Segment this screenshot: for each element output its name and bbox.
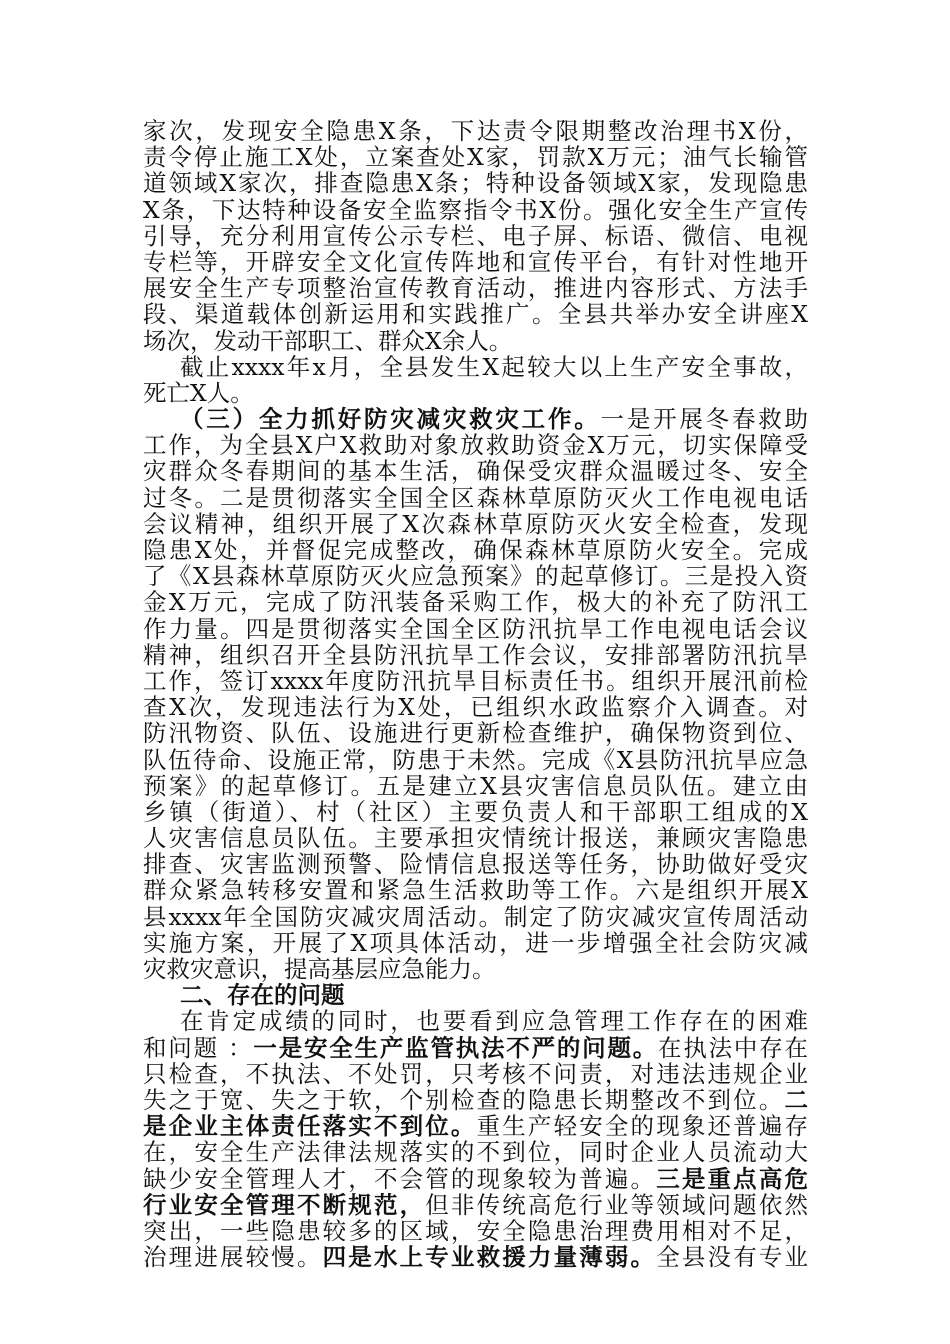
- text-line: [143, 1139, 808, 1165]
- text-line: [143, 249, 808, 275]
- text-segment: 失之于宽、失之于软，个别检查的隐患长期整改不到位。: [143, 1085, 785, 1114]
- text-segment: 隐患X处，并督促完成整改，确保森林草原防火安全。完成: [143, 536, 808, 564]
- text-segment: 实施方案，开展了X项具体活动，进一步增强全社会防灾减: [143, 928, 808, 957]
- text-segment: 在执法中存在: [658, 1033, 808, 1062]
- text-segment: 金X万元，完成了防汛装备采购工作，极大的补充了防汛工: [143, 588, 808, 617]
- section-heading: [143, 982, 808, 1008]
- text-segment: 重生产轻安全的现象还普遍存: [476, 1112, 809, 1141]
- text-segment: 道领域X家次，排查隐患X条；特种设备领域X家，发现隐患: [143, 169, 808, 198]
- text-line: [143, 380, 808, 406]
- text-line: [143, 223, 808, 249]
- text-segment: 突出，一些隐患较多的区域，安全隐患治理费用相对不足，: [143, 1216, 808, 1245]
- text-line: [143, 747, 808, 773]
- document-body: [143, 118, 808, 1270]
- text-line: [143, 877, 808, 903]
- text-segment: 缺少安全管理人才，不会管的现象较为普遍。: [143, 1164, 657, 1193]
- text-segment: 作力量。四是贯彻落实全国全区防汛抗旱工作电视电话会议: [143, 614, 808, 643]
- text-line: [143, 930, 808, 956]
- text-line: [143, 275, 808, 301]
- text-line: [143, 485, 808, 511]
- text-segment: 全县没有专业: [656, 1243, 809, 1272]
- heading-text: 二、存在的问题: [180, 981, 345, 1010]
- text-line: [143, 354, 808, 380]
- text-segment: 县xxxx年全国防灾减灾周活动。制定了防灾减灾宣传周活动: [143, 902, 808, 931]
- text-segment: 家次，发现安全隐患X条，下达责令限期整改治理书X份，: [143, 117, 808, 145]
- text-line: [143, 1113, 808, 1139]
- text-segment: 了《X县森林草原防灭火应急预案》的起草修订。三是投入资: [143, 562, 808, 591]
- text-segment: 责令停止施工X处，立案查处X家，罚款X万元；油气长输管: [143, 143, 808, 172]
- text-segment: 会议精神，组织开展了X次森林草原防灭火安全检查，发现: [143, 509, 808, 538]
- text-line: [143, 1218, 808, 1244]
- text-segment: X条，下达特种设备安全监察指令书X份。强化安全生产宣传: [143, 195, 808, 224]
- text-line: [143, 799, 808, 825]
- text-line: [143, 197, 808, 223]
- text-segment: 但非传统高危行业等领域问题依然: [425, 1190, 809, 1219]
- text-segment: 段、渠道载体创新运用和实践推广。全县共举办安全讲座X: [143, 300, 808, 329]
- bold-text: 是企业主体责任落实不到位。: [143, 1112, 477, 1141]
- text-line: [143, 1035, 808, 1061]
- text-segment: 工作，签订xxxx年度防汛抗旱目标责任书。组织开展汛前检: [143, 666, 808, 695]
- text-line: [143, 1244, 808, 1270]
- text-line: [143, 118, 808, 144]
- text-segment: 截止xxxx年x月，全县发生X起较大以上生产安全事故，: [180, 352, 808, 381]
- text-line: [143, 144, 808, 170]
- text-line: [143, 458, 808, 484]
- text-line: [143, 851, 808, 877]
- text-segment: 工作，为全县X户X救助对象放救助资金X万元，切实保障受: [143, 431, 808, 460]
- text-segment: 灾群众冬春期间的基本生活，确保受灾群众温暖过冬、安全: [143, 457, 808, 486]
- text-line: [143, 904, 808, 930]
- text-line: [143, 642, 808, 668]
- text-line: [143, 668, 808, 694]
- text-line: [143, 328, 808, 354]
- text-line: [143, 720, 808, 746]
- text-segment: 死亡X人。: [143, 378, 254, 407]
- text-line: [143, 301, 808, 327]
- bold-text: 二: [784, 1085, 808, 1114]
- bold-text: 一是安全生产监管执法不严的问题。: [253, 1033, 659, 1062]
- text-segment: 乡镇（街道）、村（社区）主要负责人和干部职工组成的X: [143, 797, 808, 826]
- text-segment: 防汛物资、队伍、设施进行更新检查维护，确保物资到位、: [143, 719, 808, 748]
- text-segment: 预案》的起草修订。五是建立X县灾害信息员队伍。建立由: [143, 771, 808, 800]
- text-segment: 和问题 ：: [143, 1033, 254, 1062]
- text-line: [143, 511, 808, 537]
- text-segment: 治理进展较慢。: [143, 1243, 323, 1272]
- text-segment: 查X次，发现违法行为X处，已组织水政监察介入调查。对: [143, 693, 808, 722]
- text-line: [143, 406, 808, 432]
- text-segment: 群众紧急转移安置和紧急生活救助等工作。六是组织开展X: [143, 876, 808, 905]
- text-segment: 过冬。二是贯彻落实全国全区森林草原防灭火工作电视电话: [143, 483, 808, 512]
- text-line: [143, 589, 808, 615]
- text-line: [143, 825, 808, 851]
- text-line: [143, 563, 808, 589]
- text-segment: 一是开展冬春救助: [600, 405, 809, 434]
- text-line: [143, 1061, 808, 1087]
- text-line: [143, 616, 808, 642]
- text-segment: 排查、灾害监测预警、险情信息报送等任务，协助做好受灾: [143, 850, 808, 879]
- text-segment: 引导，充分利用宣传公示专栏、电子屏、标语、微信、电视: [143, 221, 808, 250]
- text-line: [143, 773, 808, 799]
- bold-text: 行业安全管理不断规范，: [143, 1190, 426, 1219]
- text-segment: 队伍待命、设施正常，防患于未然。完成《X县防汛抗旱应急: [143, 745, 808, 774]
- text-segment: 场次，发动干部职工、群众X余人。: [143, 326, 513, 355]
- text-line: [143, 1087, 808, 1113]
- text-line: [143, 537, 808, 563]
- bold-text: （三）全力抓好防灾减灾救灾工作。: [180, 405, 601, 434]
- text-line: [143, 1166, 808, 1192]
- bold-text: 三是重点高危: [656, 1164, 809, 1193]
- text-segment: 灾救灾意识，提高基层应急能力。: [143, 955, 496, 983]
- text-line: [143, 170, 808, 196]
- text-segment: 人灾害信息员队伍。主要承担灾情统计报送，兼顾灾害隐患: [143, 824, 808, 853]
- text-line: [143, 694, 808, 720]
- text-segment: 在，安全生产法律法规落实的不到位，同时企业人员流动大: [143, 1138, 808, 1167]
- text-segment: 专栏等，开辟安全文化宣传阵地和宣传平台，有针对性地开: [143, 247, 808, 276]
- text-segment: 展安全生产专项整治宣传教育活动，推进内容形式、方法手: [143, 274, 808, 303]
- text-line: [143, 1192, 808, 1218]
- text-segment: 只检查，不执法、不处罚，只考核不问责，对违法违规企业: [143, 1059, 808, 1088]
- text-line: [143, 956, 808, 982]
- text-segment: 精神，组织召开全县防汛抗旱工作会议，安排部署防汛抗旱: [143, 640, 808, 669]
- bold-text: 四是水上专业救援力量薄弱。: [322, 1243, 657, 1272]
- text-line: [143, 432, 808, 458]
- text-segment: 在肯定成绩的同时，也要看到应急管理工作存在的困难: [180, 1007, 808, 1036]
- text-line: [143, 1008, 808, 1034]
